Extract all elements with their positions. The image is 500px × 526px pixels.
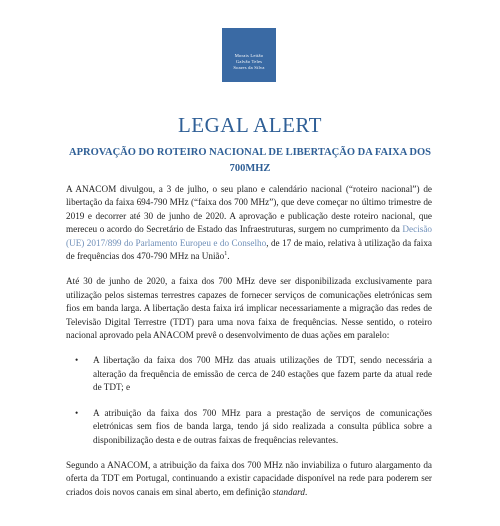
intro-text-end: .: [227, 251, 230, 262]
list-item: [66, 354, 432, 394]
closing-paragraph: [66, 459, 432, 499]
intro-text-continued: , de 17 de maio, relativa à utilização da faixa de frequências dos 470-790 MHz na União: [66, 237, 432, 262]
deadline-paragraph: Até 30 de junho de 2020, a faixa dos 700 MHz deve ser disponibilizada exclusivamente para utilização pelos sistemas terrestres capazes de fornecer serviços de comunicações eletrónicas sem fios em banda larga. A libertação desta faixa irá implicar necessariamente a migração das redes de Televisão Digital Terrestre (TDT) para uma nova faixa de frequências. Nesse sentido, o roteiro nacional aprovado pela ANACOM prevê o desenvolvimento de duas ações em paralelo:: [66, 276, 432, 341]
bullet-icon: •: [75, 355, 79, 366]
list-item-text: A libertação da faixa dos 700 MHz das atuais utilizações de TDT, sendo necessária a alteração da frequência de emissão de cerca de 240 estações que fazem parte da atual rede de TDT; e: [93, 355, 432, 393]
document-subtitle: APROVAÇÃO DO ROTEIRO NACIONAL DE LIBERTAÇÃO DA FAIXA DOS 700MHZ: [69, 147, 431, 174]
intro-paragraph: [66, 183, 432, 263]
actions-list: [66, 354, 432, 446]
eu-decision-link[interactable]: Decisão (UE) 2017/899 do Parlamento Europeu e do Conselho: [66, 224, 432, 248]
list-item-text: A atribuição da faixa dos 700 MHz para a prestação de serviços de comunicações eletrónicas sem fios de banda larga, tendo já sido realizada a consulta pública sobre a disponibilização desta e de outras faixas de frequências relevantes.: [93, 407, 432, 445]
closing-end: .: [305, 486, 308, 497]
closing-text: Segundo a ANACOM, a atribuição da faixa dos 700 MHz não inviabiliza o futuro alargamento da oferta da TDT em Portugal, continuando a existir capacidade disponível na rede para poderem ser criados dois novos canais em sinal aberto, em definição: [66, 459, 432, 497]
list-item: [66, 407, 432, 447]
document-title: LEGAL ALERT: [177, 113, 323, 137]
logo-line: Galvão Teles: [235, 59, 263, 64]
logo-line: Soares da Silva: [233, 65, 265, 70]
bullet-icon: •: [75, 407, 79, 418]
firm-logo: [222, 28, 276, 82]
closing-italic: standard: [272, 486, 305, 497]
intro-text: A ANACOM divulgou, a 3 de julho, o seu plano e calendário nacional (“roteiro nacional”) de libertação da faixa 694-790 MHz (“faixa dos 700 MHz”), que deve começar no último trimestre de 2019 e decorrer até 30 de junho de 2020. A aprovação e publicação deste roteiro nacional, que mereceu o acordo do Secretário de Estado das Infraestruturas, surgem no cumprimento da: [66, 184, 432, 235]
document-body: [66, 183, 432, 511]
footnote-marker[interactable]: 1: [224, 250, 228, 257]
logo-line: Morais Leitão: [234, 53, 264, 58]
